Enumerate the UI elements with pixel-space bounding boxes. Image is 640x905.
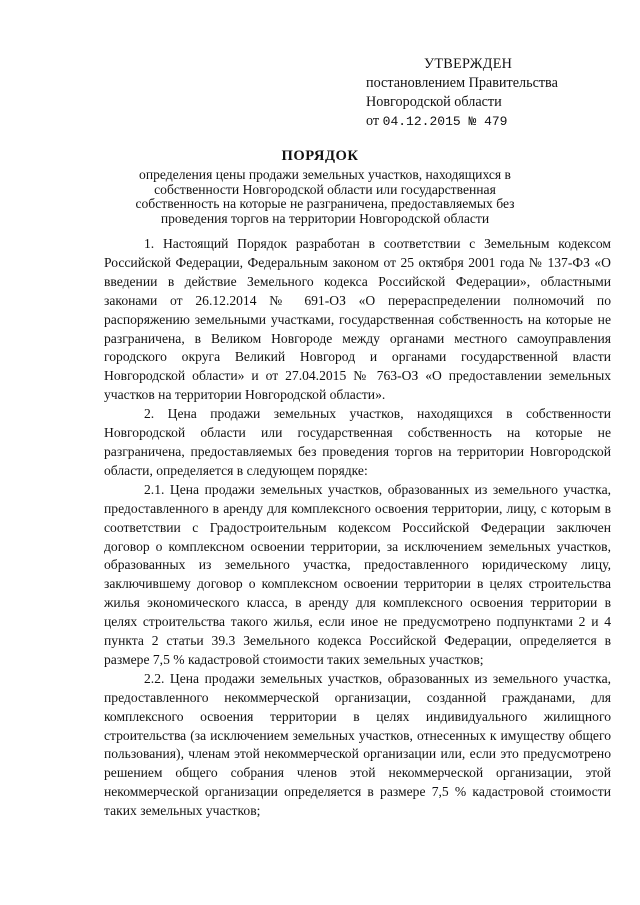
document-subtitle: определения цены продажи земельных участков, находящихся в собственности Новгородской области или государственная собственность на которые не разграничена, предоставляемых без проведения торгов на территории Новгородской области: [135, 167, 515, 226]
paragraph-2-2: 2.2. Цена продажи земельных участков, образованных из земельного участка, предоставленного некоммерческой организации, созданной гражданами, для комплексного освоения территории в целях индивидуального жилищного строительства (за исключением земельных участков, отнесенных к имуществу общего пользования), членам этой некоммерческой организации или, если это предусмотрено решением общего собрания членов этой некоммерческой организации, этой некоммерческой организации определяется в размере 7,5 % кадастровой стоимости таких земельных участков;: [104, 670, 611, 819]
paragraph-2-1: 2.1. Цена продажи земельных участков, образованных из земельного участка, предоставленного в аренду для комплексного освоения территории, лицу, с которым в соответствии с Градостроительным кодексом Российской Федерации заключен договор о комплексном освоении территории, за исключением земельных участков, образованных из земельного участка, предоставленного юридическому лицу, заключившему договор о комплексном освоении территории в целях строительства жилья экономического класса, в аренду для комплексного освоения территории в целях строительства такого жилья, если иное не предусмотрено подпунктами 2 и 4 пункта 2 статьи 39.3 Земельного кодекса Российской Федерации, определяется в размере 7,5 % кадастровой стоимости таких земельных участков;: [104, 481, 611, 667]
document-body: [104, 235, 611, 821]
approval-date-value: 04.12.2015 № 479: [382, 114, 508, 129]
approval-date-prefix: от: [366, 113, 383, 129]
approval-block: [366, 55, 626, 131]
document-title: ПОРЯДОК: [281, 148, 359, 164]
approval-line-2: Новгородской области: [366, 94, 502, 110]
approval-line-1: постановлением Правительства: [366, 75, 558, 91]
paragraph-2: 2. Цена продажи земельных участков, находящихся в собственности Новгородской области или государственная собственность на которые не разграничена, предоставляемых без проведения торгов на территории Новгородской области, определяется в следующем порядке:: [104, 406, 611, 478]
approval-stamp: УТВЕРЖДЕН: [424, 56, 513, 72]
paragraph-1: 1. Настоящий Порядок разработан в соответствии с Земельным кодексом Российской Федерации, Федеральным законом от 25 октября 2001 года № 137-ФЗ «О введении в действие Земельного кодекса Российской Федерации», областными законами от 26.12.2014 № 691-ОЗ «О перераспределении полномочий по распоряжению земельными участками, государственная собственность на которые не разграничена, в Великом Новгороде между органами местного самоуправления городского округа Великий Новгород и органами государственной власти Новгородской области» и от 27.04.2015 № 763-ОЗ «О предоставлении земельных участков на территории Новгородской области».: [104, 236, 611, 403]
approval-date-line: [366, 112, 626, 131]
